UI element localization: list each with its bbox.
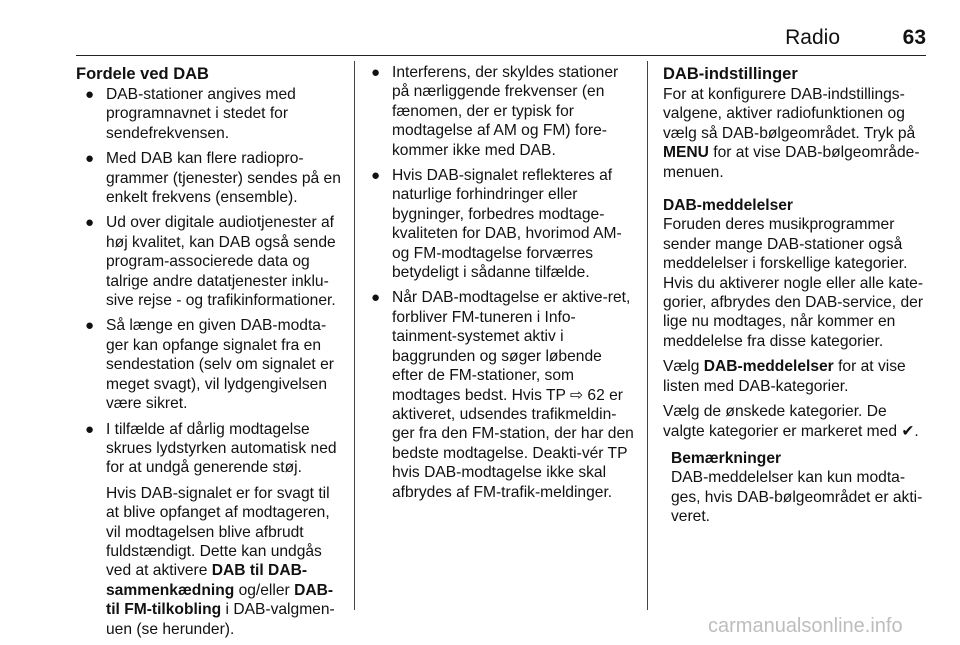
- text-run: Når DAB-modtagelse er aktive-ret, forbliver FM-tuneren i Info-tainment-systemet aktiv i baggrunden og søger løbende efter de FM-stationer, som modtages bedst. Hvis TP: [392, 289, 631, 404]
- menu-option-text: DAB til DAB-sammenkædning: [106, 562, 308, 599]
- header-rule: [76, 55, 926, 56]
- list-item: [362, 63, 637, 160]
- text-run: for at vise listen med DAB-kategorier.: [663, 358, 906, 395]
- watermark: carmanualsonline.info: [708, 615, 903, 637]
- section-heading: Fordele ved DAB: [76, 65, 209, 83]
- bullet-icon: ●: [371, 289, 381, 307]
- section-heading: DAB-indstillinger: [663, 65, 798, 83]
- list-item: [76, 316, 346, 413]
- text-run: i DAB-valgmen-uen (se herunder).: [106, 601, 335, 638]
- menu-option-text: DAB-meddelelser: [703, 358, 834, 376]
- text-run: Hvis DAB-signalet er for svagt til at blive opfanget af modtageren, vil modtagelsen blive afbrudt fuldstændigt. Dette kan undgås ved at aktivere: [106, 484, 330, 580]
- bullet-icon: ●: [371, 167, 381, 185]
- menu-button-text: MENU: [663, 144, 709, 162]
- note-text: DAB-meddelelser kan kun modta-ges, hvis DAB-bølgeområdet er akti-veret.: [671, 469, 923, 526]
- text-run: 62 er aktiveret, udsendes trafikmeldin-ger fra den FM-station, der har den bedste modtagelse. Deakti-vér TP hvis DAB-modtagelse ikke skal afbrydes af FM-trafik-meldinger.: [392, 386, 634, 501]
- bullet-icon: ●: [85, 214, 95, 232]
- text-run: Vælg de ønskede kategorier. De valgte kategorier er markeret med: [663, 403, 902, 440]
- list-item: [362, 166, 637, 282]
- list-item-text: Hvis DAB-signalet reflekteres af naturlige forhindringer eller bygninger, forbedres modtage-kvaliteten for DAB, hvorimod AM- og FM-modtagelse forværres betydeligt i sådanne tilfælde.: [392, 167, 622, 282]
- menu-option-text: DAB-til FM-tilkobling: [106, 581, 334, 619]
- list-item: [362, 288, 637, 501]
- list-item: [76, 149, 346, 207]
- list-item-text: I tilfælde af dårlig modtagelse skrues lydstyrken automatisk ned for at undgå generende støj.: [106, 420, 337, 477]
- list-item: [76, 85, 346, 143]
- note-title: Bemærkninger: [671, 449, 782, 467]
- column-divider-1: [354, 61, 355, 610]
- page-number: 63: [902, 26, 926, 49]
- page-header: [76, 26, 926, 56]
- paragraph: [663, 357, 929, 396]
- checkmark-icon: ✔: [901, 422, 915, 440]
- list-item-text: Med DAB kan flere radiopro-grammer (tjenester) sendes på en enkelt frekvens (ensemble).: [106, 150, 341, 207]
- list-item-text: [392, 288, 637, 501]
- column-3: [663, 63, 929, 527]
- paragraph: Foruden deres musikprogrammer sender mange DAB-stationer også meddelelser i forskellige kategorier. Hvis du aktiverer nogle eller alle kate-gorier, afbrydes den DAB-service, der lige nu modtages, når kommer en meddelelse fra disse kategorier.: [663, 216, 924, 350]
- text-run: og/eller: [234, 581, 295, 599]
- column-divider-2: [647, 61, 648, 610]
- page-reference-arrow-icon: ⇨: [569, 386, 584, 404]
- note-box: [663, 449, 929, 527]
- text-run: Vælg: [663, 358, 704, 376]
- bullet-icon: ●: [85, 86, 95, 103]
- list-item-subparagraph: [106, 484, 346, 639]
- bullet-icon: ●: [85, 420, 95, 438]
- column-1: [76, 63, 346, 645]
- list-item-text: Ud over digitale audiotjenester af høj kvalitet, kan DAB også sende program-associerede data og talrige andre datatjenester inklu-sive rejse - og trafikinformationer.: [106, 214, 336, 310]
- section-title: Radio: [785, 26, 840, 49]
- paragraph: [663, 402, 929, 441]
- column-2: [362, 63, 637, 508]
- bullet-icon: ●: [85, 317, 95, 335]
- text-run: for at vise DAB-bølgeområde-menuen.: [663, 144, 920, 181]
- bullet-icon: ●: [371, 64, 381, 81]
- paragraph: [663, 85, 929, 182]
- list-item-text: Så længe en given DAB-modta-ger kan opfange signalet fra en sendestation (selv om signalet er meget svagt), vil lydgengivelsen være sikret.: [106, 317, 334, 413]
- text-run: .: [914, 422, 919, 440]
- list-item: [76, 213, 346, 310]
- subheading: DAB-meddelelser: [663, 197, 793, 215]
- text-run: For at konfigurere DAB-indstillings-valgene, aktiver radiofunktionen og vælg så DAB-bølgeområdet. Tryk på: [663, 86, 916, 142]
- list-item-text: DAB-stationer angives med programnavnet i stedet for sendefrekvensen.: [106, 86, 296, 142]
- list-item: [76, 420, 346, 639]
- list-item-text: Interferens, der skyldes stationer på nærliggende frekvenser (en fænomen, der er typisk for modtagelse af AM og FM) fore-kommer ikke med DAB.: [392, 64, 619, 159]
- bullet-icon: ●: [85, 150, 95, 168]
